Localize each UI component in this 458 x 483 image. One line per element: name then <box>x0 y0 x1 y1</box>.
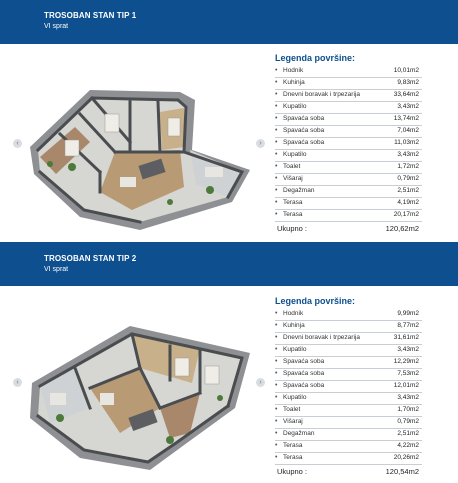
room-name: Dnevni boravak i trpezarija <box>283 334 360 341</box>
room-area: 33,64m2 <box>393 91 419 98</box>
room-area: 2,51m2 <box>397 430 419 437</box>
apartment-2-floor: VI sprat <box>44 266 69 273</box>
bullet-icon: • <box>275 163 278 170</box>
apartment-1-room-row <box>275 210 422 222</box>
room-name: Spavaća soba <box>283 370 325 377</box>
bullet-icon: • <box>275 454 278 461</box>
total-area: 120,54m2 <box>385 467 419 476</box>
room-name: Terasa <box>283 199 303 206</box>
chevron-right-icon: › <box>259 379 262 386</box>
room-name: Kuhinja <box>283 322 305 329</box>
room-area: 1,72m2 <box>397 163 419 170</box>
room-name: Hodnik <box>283 67 304 74</box>
apartment-1-room-row <box>275 138 422 150</box>
bullet-icon: • <box>275 322 278 329</box>
room-name: Hodnik <box>283 310 304 317</box>
bullet-icon: • <box>275 394 278 401</box>
room-area: 4,19m2 <box>397 199 419 206</box>
room-name: Višaraj <box>283 175 303 182</box>
room-name: Terasa <box>283 454 303 461</box>
room-name: Kupatilo <box>283 394 307 401</box>
bullet-icon: • <box>275 139 278 146</box>
chevron-left-icon: ‹ <box>16 379 19 386</box>
apartment-1-room-row <box>275 102 422 114</box>
room-name: Dnevni boravak i trpezarija <box>283 91 360 98</box>
room-area: 20,26m2 <box>393 454 419 461</box>
room-area: 13,74m2 <box>393 115 419 122</box>
room-area: 10,01m2 <box>393 67 419 74</box>
apartment-2-room-row <box>275 417 422 429</box>
apartment-2-header <box>0 242 458 286</box>
bullet-icon: • <box>275 91 278 98</box>
apartment-1-room-row <box>275 66 422 78</box>
apartment-2-room-row <box>275 309 422 321</box>
apartment-1-room-row <box>275 114 422 126</box>
bullet-icon: • <box>275 382 278 389</box>
total-label: Ukupno : <box>277 224 308 233</box>
room-area: 3,43m2 <box>397 394 419 401</box>
room-area: 0,79m2 <box>397 175 419 182</box>
bullet-icon: • <box>275 334 278 341</box>
room-area: 7,04m2 <box>397 127 419 134</box>
room-name: Spavaća soba <box>283 139 325 146</box>
bullet-icon: • <box>275 370 278 377</box>
bullet-icon: • <box>275 430 278 437</box>
bullet-icon: • <box>275 310 278 317</box>
apartment-2-room-row <box>275 453 422 465</box>
bullet-icon: • <box>275 79 278 86</box>
room-area: 8,77m2 <box>397 322 419 329</box>
total-label: Ukupno : <box>277 467 308 476</box>
bullet-icon: • <box>275 442 278 449</box>
room-name: Degažman <box>283 187 315 194</box>
room-name: Kupatilo <box>283 151 307 158</box>
room-area: 3,43m2 <box>397 103 419 110</box>
apartment-2-room-row <box>275 429 422 441</box>
apartment-1-legend-title: Legenda površine: <box>275 53 356 63</box>
apartment-1-room-row <box>275 78 422 90</box>
room-area: 31,61m2 <box>393 334 419 341</box>
room-name: Toalet <box>283 406 301 413</box>
bullet-icon: • <box>275 199 278 206</box>
room-name: Kuhinja <box>283 79 305 86</box>
room-area: 4,22m2 <box>397 442 419 449</box>
room-area: 11,03m2 <box>394 139 419 146</box>
apartment-1-room-row <box>275 174 422 186</box>
room-area: 3,43m2 <box>397 346 419 353</box>
room-name: Spavaća soba <box>283 382 325 389</box>
room-area: 1,70m2 <box>397 406 419 413</box>
apartment-2-total-row <box>275 466 422 478</box>
room-name: Spavaća soba <box>283 115 325 122</box>
bullet-icon: • <box>275 115 278 122</box>
room-name: Degažman <box>283 430 315 437</box>
room-name: Spavaća soba <box>283 358 325 365</box>
apartment-1-legend <box>275 53 422 248</box>
bullet-icon: • <box>275 406 278 413</box>
apartment-2-legend <box>275 296 422 481</box>
room-area: 3,43m2 <box>397 151 419 158</box>
apartment-1-floor-plan-image <box>20 52 260 232</box>
apartment-2-room-row <box>275 369 422 381</box>
bullet-icon: • <box>275 151 278 158</box>
apartment-1-room-row <box>275 126 422 138</box>
apartment-2-room-row <box>275 441 422 453</box>
room-area: 0,79m2 <box>397 418 419 425</box>
bullet-icon: • <box>275 67 278 74</box>
room-name: Terasa <box>283 442 303 449</box>
total-area: 120,62m2 <box>385 224 419 233</box>
bullet-icon: • <box>275 175 278 182</box>
room-name: Terasa <box>283 211 303 218</box>
apartment-1-room-row <box>275 90 422 102</box>
apartment-2-title: TROSOBAN STAN TIP 2 <box>44 254 137 263</box>
apartment-2-legend-title: Legenda površine: <box>275 296 356 306</box>
apartment-2-room-row <box>275 405 422 417</box>
room-area: 7,53m2 <box>397 370 419 377</box>
bullet-icon: • <box>275 103 278 110</box>
apartment-2-room-row <box>275 333 422 345</box>
room-area: 9,99m2 <box>397 310 419 317</box>
room-area: 20,17m2 <box>393 211 419 218</box>
apartment-2-room-row <box>275 357 422 369</box>
bullet-icon: • <box>275 358 278 365</box>
apartment-2-room-row <box>275 345 422 357</box>
apartment-1-room-row <box>275 198 422 210</box>
bullet-icon: • <box>275 127 278 134</box>
apartment-1-floor: VI sprat <box>44 23 69 30</box>
apartment-2-room-row <box>275 381 422 393</box>
room-name: Kupatilo <box>283 103 307 110</box>
room-name: Spavaća soba <box>283 127 325 134</box>
room-name: Toalet <box>283 163 301 170</box>
apartment-1-header <box>0 0 458 44</box>
room-area: 9,83m2 <box>397 79 419 86</box>
apartment-1-title: TROSOBAN STAN TIP 1 <box>44 11 137 20</box>
apartment-2-room-row <box>275 321 422 333</box>
room-area: 12,01m2 <box>393 382 419 389</box>
apartment-2-room-row <box>275 393 422 405</box>
apartment-1-room-row <box>275 150 422 162</box>
apartment-2-floor-plan-image <box>20 298 260 476</box>
room-name: Kupatilo <box>283 346 307 353</box>
apartment-1-total-row <box>275 223 422 235</box>
bullet-icon: • <box>275 187 278 194</box>
room-area: 2,51m2 <box>397 187 419 194</box>
room-name: Višaraj <box>283 418 303 425</box>
chevron-right-icon: › <box>259 140 262 147</box>
chevron-left-icon: ‹ <box>16 140 19 147</box>
room-area: 12,29m2 <box>393 358 419 365</box>
apartment-1-room-row <box>275 162 422 174</box>
apartment-1-room-row <box>275 186 422 198</box>
bullet-icon: • <box>275 211 278 218</box>
bullet-icon: • <box>275 346 278 353</box>
bullet-icon: • <box>275 418 278 425</box>
